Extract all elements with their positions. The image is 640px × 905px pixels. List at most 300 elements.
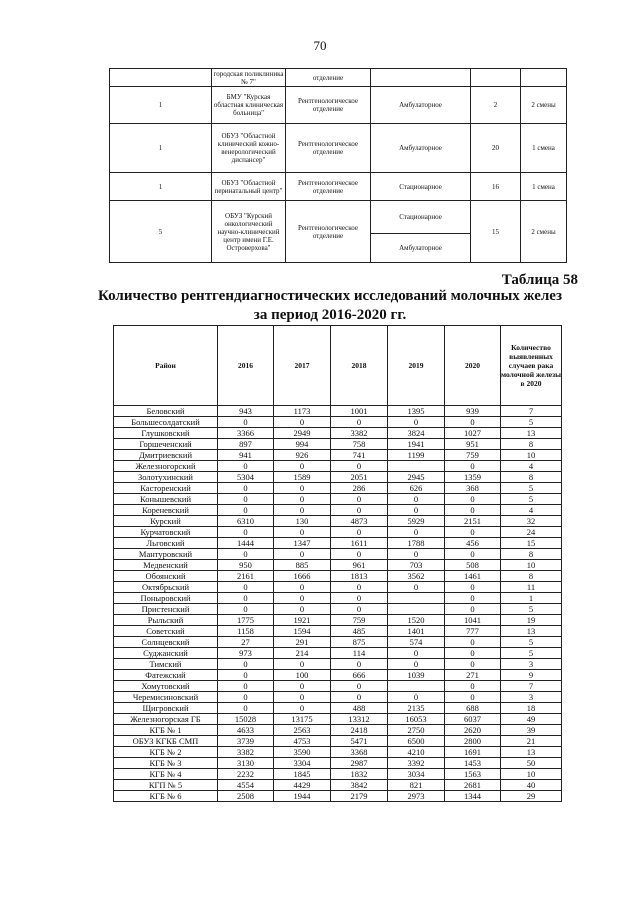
count-2020: 939: [445, 406, 501, 417]
region-name: КГБ № 4: [114, 769, 218, 780]
count-2019: 2135: [388, 703, 445, 714]
work-shifts: 1 смена: [521, 173, 567, 201]
count-2018: 758: [331, 439, 388, 450]
cancer-cases-2020: 24: [501, 527, 562, 538]
count-2018: 1813: [331, 571, 388, 582]
facility-row: [110, 69, 567, 87]
count-2019: [388, 461, 445, 472]
count-2018: 5471: [331, 736, 388, 747]
count-2019: 0: [388, 549, 445, 560]
count-2018: 3842: [331, 780, 388, 791]
region-name: Кореневский: [114, 505, 218, 516]
region-name: Курчатовский: [114, 527, 218, 538]
count-2019: 1520: [388, 615, 445, 626]
count-2020: 1344: [445, 791, 501, 802]
unit-number: 2: [471, 87, 521, 124]
count-2016: 943: [218, 406, 274, 417]
count-2016: 1158: [218, 626, 274, 637]
count-2016: 0: [218, 549, 274, 560]
facility-row: [110, 201, 567, 234]
count-2016: 0: [218, 527, 274, 538]
region-name: Суджанский: [114, 648, 218, 659]
facility-count: [110, 69, 212, 87]
count-2017: 1173: [274, 406, 331, 417]
count-2018: 0: [331, 593, 388, 604]
count-2017: 1589: [274, 472, 331, 483]
organization-name: ОБУЗ "Курский онкологический научно-клинический центр имени Г.Е. Островерхова": [212, 201, 286, 263]
count-2019: 626: [388, 483, 445, 494]
count-2018: 0: [331, 527, 388, 538]
cancer-cases-2020: 5: [501, 483, 562, 494]
organization-name: ОБУЗ "Областной клинический кожно-венерологический диспансер": [212, 124, 286, 173]
table-caption: Таблица 58: [501, 272, 578, 288]
care-type: [371, 69, 471, 87]
work-shifts: 2 смены: [521, 87, 567, 124]
count-2019: 821: [388, 780, 445, 791]
region-name: Касторенский: [114, 483, 218, 494]
count-2017: 0: [274, 549, 331, 560]
count-2017: 0: [274, 505, 331, 516]
count-2017: 1921: [274, 615, 331, 626]
region-name: Железногорский: [114, 461, 218, 472]
region-name: КГБ № 1: [114, 725, 218, 736]
table-row: [114, 406, 562, 417]
header-region: Район: [114, 326, 218, 406]
count-2018: 2418: [331, 725, 388, 736]
count-2019: 16053: [388, 714, 445, 725]
count-2020: 0: [445, 417, 501, 428]
count-2018: 1001: [331, 406, 388, 417]
count-2020: 0: [445, 505, 501, 516]
count-2017: 13175: [274, 714, 331, 725]
cancer-cases-2020: 19: [501, 615, 562, 626]
count-2016: 0: [218, 494, 274, 505]
table-row: [114, 560, 562, 571]
count-2017: 2949: [274, 428, 331, 439]
count-2018: 0: [331, 494, 388, 505]
count-2019: 1401: [388, 626, 445, 637]
region-name: Фатежский: [114, 670, 218, 681]
region-name: Обоянский: [114, 571, 218, 582]
table-row: [114, 747, 562, 758]
count-2020: 1461: [445, 571, 501, 582]
count-2019: 0: [388, 527, 445, 538]
table-header-row: [114, 326, 562, 406]
table-row: [114, 549, 562, 560]
cancer-cases-2020: 10: [501, 769, 562, 780]
count-2016: 4554: [218, 780, 274, 791]
region-name: ОБУЗ КГКБ СМП: [114, 736, 218, 747]
count-2016: 0: [218, 659, 274, 670]
department: отделение: [286, 69, 371, 87]
facility-count: 1: [110, 173, 212, 201]
count-2018: 1611: [331, 538, 388, 549]
count-2018: 0: [331, 582, 388, 593]
care-type: Амбулаторное: [371, 124, 471, 173]
cancer-cases-2020: 7: [501, 681, 562, 692]
region-name: Советский: [114, 626, 218, 637]
count-2020: 1359: [445, 472, 501, 483]
count-2016: 0: [218, 670, 274, 681]
count-2020: 0: [445, 692, 501, 703]
count-2018: 114: [331, 648, 388, 659]
count-2016: 0: [218, 692, 274, 703]
count-2017: 0: [274, 483, 331, 494]
cancer-cases-2020: 5: [501, 637, 562, 648]
region-name: Мантуровский: [114, 549, 218, 560]
region-name: Курский: [114, 516, 218, 527]
cancer-cases-2020: 8: [501, 571, 562, 582]
count-2020: 2681: [445, 780, 501, 791]
region-name: Тимский: [114, 659, 218, 670]
cancer-cases-2020: 7: [501, 406, 562, 417]
table-row: [114, 527, 562, 538]
count-2017: 3304: [274, 758, 331, 769]
organization-name: БМУ "Курская областная клиническая больница": [212, 87, 286, 124]
count-2018: 286: [331, 483, 388, 494]
table-row: [114, 725, 562, 736]
count-2020: 0: [445, 527, 501, 538]
count-2020: 0: [445, 549, 501, 560]
count-2016: 950: [218, 560, 274, 571]
count-2017: 1347: [274, 538, 331, 549]
cancer-cases-2020: 15: [501, 538, 562, 549]
count-2017: 0: [274, 604, 331, 615]
count-2019: 1199: [388, 450, 445, 461]
table-row: [114, 780, 562, 791]
region-name: Глушковский: [114, 428, 218, 439]
count-2018: 485: [331, 626, 388, 637]
count-2017: 214: [274, 648, 331, 659]
region-name: Железногорская ГБ: [114, 714, 218, 725]
count-2016: 0: [218, 461, 274, 472]
count-2020: 1027: [445, 428, 501, 439]
count-2018: 875: [331, 637, 388, 648]
table-row: [114, 615, 562, 626]
cancer-cases-2020: 4: [501, 505, 562, 516]
table-title-line1: Количество рентгендиагностических исследований молочных желез: [97, 288, 562, 304]
care-type: Стационарное: [371, 201, 471, 234]
count-2018: 666: [331, 670, 388, 681]
count-2017: 1944: [274, 791, 331, 802]
count-2016: 6310: [218, 516, 274, 527]
count-2017: 0: [274, 527, 331, 538]
count-2016: 0: [218, 483, 274, 494]
region-name: Октябрьский: [114, 582, 218, 593]
cancer-cases-2020: 3: [501, 692, 562, 703]
count-2016: 0: [218, 417, 274, 428]
cancer-cases-2020: 13: [501, 428, 562, 439]
region-name: Медвенский: [114, 560, 218, 571]
region-name: Льговский: [114, 538, 218, 549]
count-2017: 100: [274, 670, 331, 681]
header-2016: 2016: [218, 326, 274, 406]
cancer-cases-2020: 8: [501, 439, 562, 450]
count-2017: 1845: [274, 769, 331, 780]
count-2020: 0: [445, 637, 501, 648]
header-2020: 2020: [445, 326, 501, 406]
count-2020: 456: [445, 538, 501, 549]
count-2020: 6037: [445, 714, 501, 725]
table-row: [114, 604, 562, 615]
count-2018: 2051: [331, 472, 388, 483]
count-2019: 2945: [388, 472, 445, 483]
count-2020: 1691: [445, 747, 501, 758]
count-2016: 27: [218, 637, 274, 648]
cancer-cases-2020: 1: [501, 593, 562, 604]
region-name: Конышевский: [114, 494, 218, 505]
equipment-table: [109, 68, 567, 263]
table-row: [114, 758, 562, 769]
count-2020: 0: [445, 648, 501, 659]
count-2016: 0: [218, 703, 274, 714]
header-2017: 2017: [274, 326, 331, 406]
count-2016: 973: [218, 648, 274, 659]
count-2020: 508: [445, 560, 501, 571]
cancer-cases-2020: 4: [501, 461, 562, 472]
count-2016: 2161: [218, 571, 274, 582]
region-name: КГБ № 2: [114, 747, 218, 758]
count-2019: 3034: [388, 769, 445, 780]
cancer-cases-2020: 3: [501, 659, 562, 670]
region-name: Беловский: [114, 406, 218, 417]
table-row: [114, 428, 562, 439]
count-2016: 3130: [218, 758, 274, 769]
count-2019: 6500: [388, 736, 445, 747]
care-type: Стационарное: [371, 173, 471, 201]
count-2017: 2563: [274, 725, 331, 736]
count-2018: 0: [331, 604, 388, 615]
cancer-cases-2020: 39: [501, 725, 562, 736]
count-2018: 488: [331, 703, 388, 714]
count-2018: 0: [331, 692, 388, 703]
count-2020: 368: [445, 483, 501, 494]
table-row: [114, 483, 562, 494]
cancer-cases-2020: 5: [501, 648, 562, 659]
region-name: КГП № 5: [114, 780, 218, 791]
count-2020: 2151: [445, 516, 501, 527]
cancer-cases-2020: 32: [501, 516, 562, 527]
count-2018: 759: [331, 615, 388, 626]
cancer-cases-2020: 13: [501, 626, 562, 637]
count-2020: 271: [445, 670, 501, 681]
count-2016: 4633: [218, 725, 274, 736]
count-2018: 741: [331, 450, 388, 461]
count-2016: 3739: [218, 736, 274, 747]
count-2017: 0: [274, 703, 331, 714]
count-2017: 0: [274, 417, 331, 428]
count-2019: 2973: [388, 791, 445, 802]
region-name: Дмитриевский: [114, 450, 218, 461]
mammography-table: [113, 325, 562, 802]
count-2018: 2987: [331, 758, 388, 769]
header-cancer-cases: Количество выявленных случаев рака молочной железы в 2020: [501, 326, 562, 406]
count-2016: 3366: [218, 428, 274, 439]
count-2017: 0: [274, 593, 331, 604]
count-2019: 2750: [388, 725, 445, 736]
count-2019: 3392: [388, 758, 445, 769]
count-2017: 0: [274, 659, 331, 670]
work-shifts: [521, 69, 567, 87]
count-2016: 0: [218, 505, 274, 516]
table-row: [114, 648, 562, 659]
count-2019: 1788: [388, 538, 445, 549]
count-2017: 0: [274, 692, 331, 703]
count-2018: 13312: [331, 714, 388, 725]
count-2017: 4753: [274, 736, 331, 747]
count-2020: 0: [445, 659, 501, 670]
count-2019: 703: [388, 560, 445, 571]
care-type: Амбулаторное: [371, 87, 471, 124]
cancer-cases-2020: 13: [501, 747, 562, 758]
department: Рентгенологическое отделение: [286, 124, 371, 173]
region-name: Пристенский: [114, 604, 218, 615]
count-2016: 1775: [218, 615, 274, 626]
count-2018: 2179: [331, 791, 388, 802]
table-row: [114, 769, 562, 780]
organization-name: городская поликлиника № 7": [212, 69, 286, 87]
table-row: [114, 681, 562, 692]
count-2019: 3824: [388, 428, 445, 439]
count-2018: 0: [331, 461, 388, 472]
count-2017: 885: [274, 560, 331, 571]
count-2018: 961: [331, 560, 388, 571]
region-name: КГБ № 6: [114, 791, 218, 802]
table-row: [114, 472, 562, 483]
count-2020: 0: [445, 582, 501, 593]
header-2019: 2019: [388, 326, 445, 406]
care-type: Амбулаторное: [371, 234, 471, 263]
count-2016: 2508: [218, 791, 274, 802]
count-2018: 0: [331, 659, 388, 670]
unit-number: 16: [471, 173, 521, 201]
count-2019: 4210: [388, 747, 445, 758]
region-name: Солнцевский: [114, 637, 218, 648]
count-2019: 0: [388, 648, 445, 659]
region-name: Горшеченский: [114, 439, 218, 450]
cancer-cases-2020: 18: [501, 703, 562, 714]
table-row: [114, 714, 562, 725]
count-2020: 1041: [445, 615, 501, 626]
count-2020: 759: [445, 450, 501, 461]
count-2019: 0: [388, 659, 445, 670]
region-name: Щигровский: [114, 703, 218, 714]
cancer-cases-2020: 50: [501, 758, 562, 769]
table-title-line2: за период 2016-2020 гг.: [253, 307, 407, 323]
region-name: Большесолдатский: [114, 417, 218, 428]
table-row: [114, 791, 562, 802]
cancer-cases-2020: 5: [501, 494, 562, 505]
table-row: [114, 637, 562, 648]
count-2019: 3562: [388, 571, 445, 582]
count-2018: 3382: [331, 428, 388, 439]
count-2019: [388, 604, 445, 615]
count-2019: 0: [388, 505, 445, 516]
table-row: [114, 692, 562, 703]
cancer-cases-2020: 29: [501, 791, 562, 802]
count-2016: 1444: [218, 538, 274, 549]
count-2020: 2620: [445, 725, 501, 736]
count-2019: 0: [388, 582, 445, 593]
count-2018: 0: [331, 681, 388, 692]
cancer-cases-2020: 8: [501, 472, 562, 483]
count-2020: 0: [445, 681, 501, 692]
count-2017: 0: [274, 494, 331, 505]
count-2016: 941: [218, 450, 274, 461]
table-row: [114, 626, 562, 637]
cancer-cases-2020: 5: [501, 604, 562, 615]
facility-row: [110, 173, 567, 201]
count-2019: [388, 593, 445, 604]
region-name: КГБ № 3: [114, 758, 218, 769]
count-2019: 1941: [388, 439, 445, 450]
cancer-cases-2020: 5: [501, 417, 562, 428]
count-2017: 1666: [274, 571, 331, 582]
count-2018: 0: [331, 505, 388, 516]
table-row: [114, 461, 562, 472]
count-2019: 1395: [388, 406, 445, 417]
count-2020: 1453: [445, 758, 501, 769]
count-2019: 0: [388, 494, 445, 505]
cancer-cases-2020: 9: [501, 670, 562, 681]
table-row: [114, 593, 562, 604]
cancer-cases-2020: 21: [501, 736, 562, 747]
cancer-cases-2020: 11: [501, 582, 562, 593]
count-2017: 130: [274, 516, 331, 527]
table-row: [114, 450, 562, 461]
count-2017: 926: [274, 450, 331, 461]
count-2017: 3590: [274, 747, 331, 758]
count-2020: 0: [445, 604, 501, 615]
header-2018: 2018: [331, 326, 388, 406]
region-name: Черемисиновский: [114, 692, 218, 703]
count-2020: 777: [445, 626, 501, 637]
cancer-cases-2020: 10: [501, 450, 562, 461]
count-2016: 0: [218, 582, 274, 593]
cancer-cases-2020: 10: [501, 560, 562, 571]
count-2020: 951: [445, 439, 501, 450]
count-2020: 0: [445, 461, 501, 472]
count-2017: 0: [274, 582, 331, 593]
table-row: [114, 439, 562, 450]
table-row: [114, 571, 562, 582]
table-row: [114, 505, 562, 516]
count-2018: 4873: [331, 516, 388, 527]
count-2019: 1039: [388, 670, 445, 681]
table-row: [114, 703, 562, 714]
count-2016: 3382: [218, 747, 274, 758]
count-2020: 688: [445, 703, 501, 714]
count-2017: 994: [274, 439, 331, 450]
table-row: [114, 659, 562, 670]
count-2019: 5929: [388, 516, 445, 527]
facility-row: [110, 124, 567, 173]
count-2016: 897: [218, 439, 274, 450]
count-2018: 3368: [331, 747, 388, 758]
count-2017: 4429: [274, 780, 331, 791]
unit-number: 15: [471, 201, 521, 263]
table-row: [114, 516, 562, 527]
unit-number: 20: [471, 124, 521, 173]
count-2018: 1832: [331, 769, 388, 780]
facility-count: 1: [110, 124, 212, 173]
table-row: [114, 538, 562, 549]
table-row: [114, 582, 562, 593]
count-2019: 0: [388, 417, 445, 428]
department: Рентгенологическое отделение: [286, 87, 371, 124]
count-2017: 1594: [274, 626, 331, 637]
table-row: [114, 417, 562, 428]
